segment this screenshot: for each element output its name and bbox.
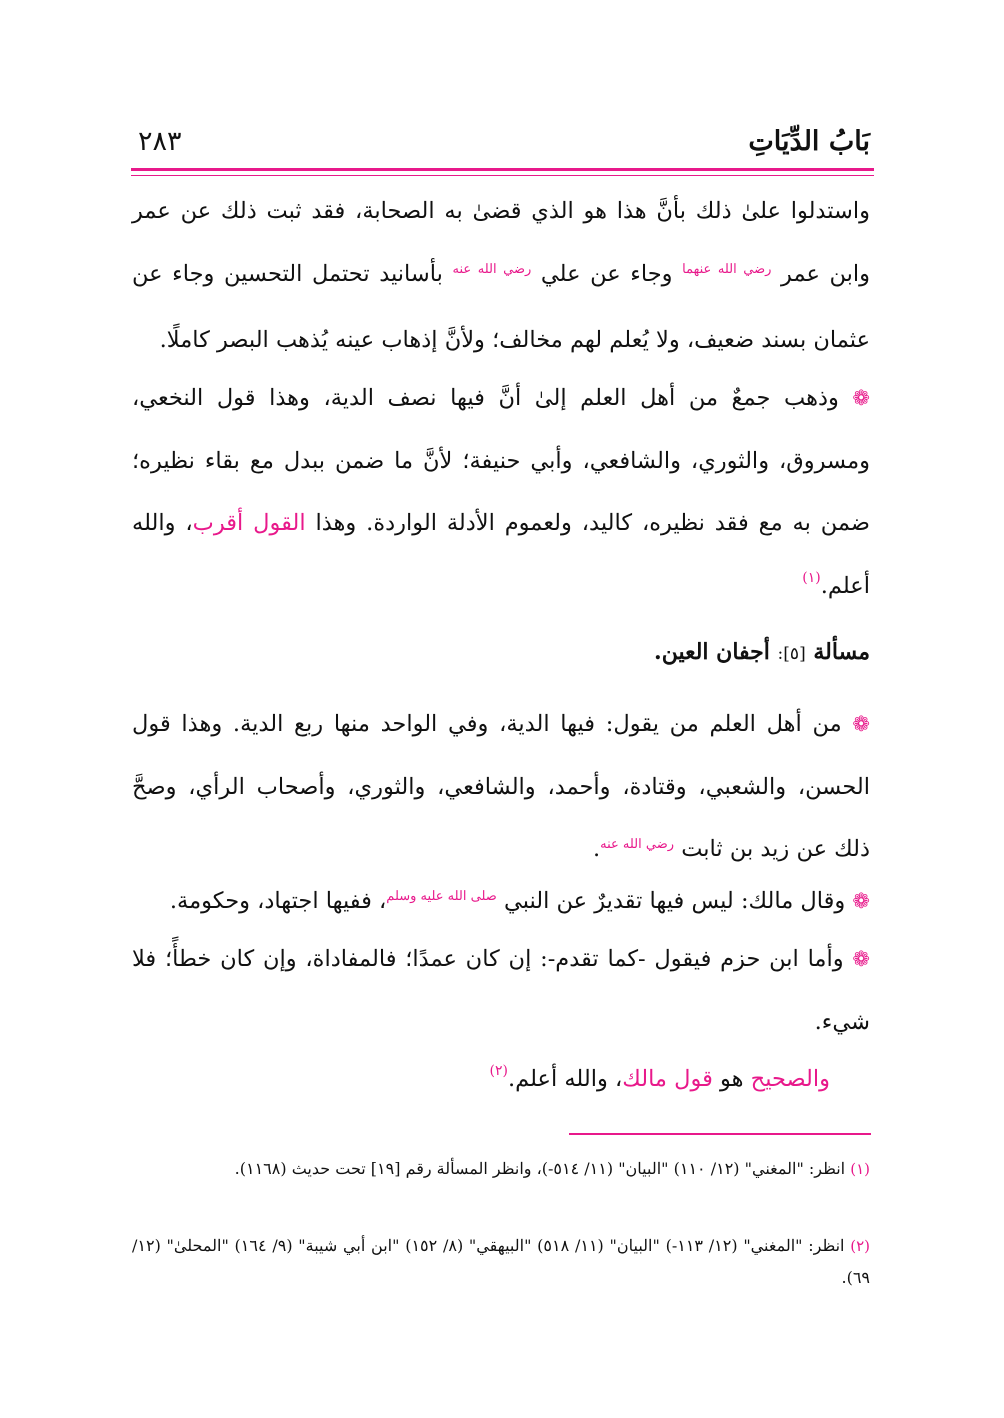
- footnote-number: (١): [850, 1160, 870, 1178]
- footnote-1: [132, 1153, 870, 1185]
- footnote-text: انظر: "المغني" (١٢/ ١١٣-) "البيان" (١١/ ٥١٨) "البيهقي" (٨/ ١٥٢) "ابن أبي شيبة" (٩/ ١٦٤) "المحلىٰ" (١٢/ ٦٩).: [132, 1236, 870, 1287]
- header-rule-thick: [131, 168, 874, 171]
- paragraph-text: ، والله أعلم.: [507, 1066, 623, 1092]
- page-header: [138, 118, 870, 168]
- footnote-separator: [569, 1133, 871, 1135]
- paragraph-malik: [132, 870, 870, 937]
- paragraph-text: من أهل العلم من يقول: فيها الدية، وفي الواحد منها ربع الدية. وهذا قول الحسن، والشعبي، وقتادة، وأحمد، والشافعي، والثوري، وأصحاب الرأي، وصحَّ ذلك عن زيد بن ثابت: [132, 711, 870, 862]
- paragraph-text: ، والله أعلم.: [132, 510, 870, 599]
- honorific-glyph: رضي الله عنه: [452, 261, 532, 277]
- highlighted-verdict: القول أقرب: [192, 510, 306, 536]
- section-number: [٥]: [783, 644, 806, 664]
- paragraph-text: وقال مالك: ليس فيها تقديرٌ عن النبي: [503, 888, 846, 914]
- footnote-ref[interactable]: (٢): [489, 1063, 508, 1079]
- paragraph-text: بسند ضعيف، ولا يُعلم لهم مخالف؛ ولأنَّ إذهاب عينه يُذهب البصر كاملًا.: [159, 327, 807, 353]
- paragraph-evidence: [132, 180, 870, 372]
- paragraph-conclusion: [132, 1048, 830, 1114]
- paragraph-text: بأسانيد تحتمل التحسين وجاء عن عثمان: [132, 260, 870, 353]
- honorific-glyph: رضي الله عنه: [600, 837, 675, 852]
- header-rule-thin: [131, 175, 874, 176]
- footnote-2: [132, 1230, 870, 1293]
- chapter-title: بَابُ الدِّيَاتِ: [748, 126, 870, 157]
- footnote-number: (٢): [850, 1237, 871, 1255]
- paragraph-opinion-half-diya: [132, 367, 870, 620]
- section-colon: :: [777, 644, 784, 664]
- paragraph-text: وذهب جمعٌ من أهل العلم إلىٰ أنَّ فيها نصف الدية، وهذا قول النخعي، ومسروق، والثوري، والشافعي، وأبي حنيفة؛ لأنَّ ما ضمن ببدل مع بقاء نظيره؛ ضمن به مع فقد نظيره، كاليد، ولعموم الأدلة الواردة. وهذا: [132, 385, 870, 536]
- footnote-text: انظر: "المغني" (١٢/ ١١٠) "البيان" (١١/ ٥١٤-)، وانظر المسألة رقم [١٩] تحت حديث (١١٦٨).: [234, 1159, 846, 1178]
- paragraph-text: ، ففيها اجتهاد، وحكومة.: [169, 888, 387, 914]
- paragraph-text: عمر وابن عمر: [132, 198, 871, 287]
- paragraph-text: واستدلوا علىٰ ذلك بأنَّ هذا هو الذي قضىٰ به الصحابة، فقد ثبت ذلك عن: [180, 198, 870, 224]
- flower-bullet-icon: ❁: [852, 712, 871, 736]
- highlighted-verdict: قول مالك: [622, 1066, 713, 1092]
- highlighted-word: والصحيح: [750, 1066, 830, 1092]
- flower-bullet-icon: ❁: [852, 889, 870, 913]
- paragraph-text: .: [592, 836, 601, 862]
- paragraph-text: وأما ابن حزم فيقول -كما تقدم-: إن كان عمدًا؛ فالمفاداة، وإن كان خطأً؛ فلا شيء.: [132, 946, 870, 1035]
- section-label: مسألة: [813, 639, 870, 665]
- footnote-ref[interactable]: (١): [802, 569, 821, 586]
- flower-bullet-icon: ❁: [852, 386, 870, 410]
- paragraph-text: وجاء عن علي: [540, 260, 673, 287]
- section-heading: [132, 639, 870, 665]
- page-number: ٢٨٣: [138, 126, 182, 157]
- paragraph-text: هو: [720, 1066, 744, 1092]
- flower-bullet-icon: ❁: [852, 947, 871, 971]
- paragraph-full-diya: [132, 693, 870, 885]
- section-title: أجفان العين.: [654, 639, 770, 665]
- honorific-glyph: صلى الله عليه وسلم: [386, 889, 497, 904]
- honorific-glyph: رضي الله عنهما: [682, 261, 772, 277]
- paragraph-ibn-hazm: [132, 928, 870, 1053]
